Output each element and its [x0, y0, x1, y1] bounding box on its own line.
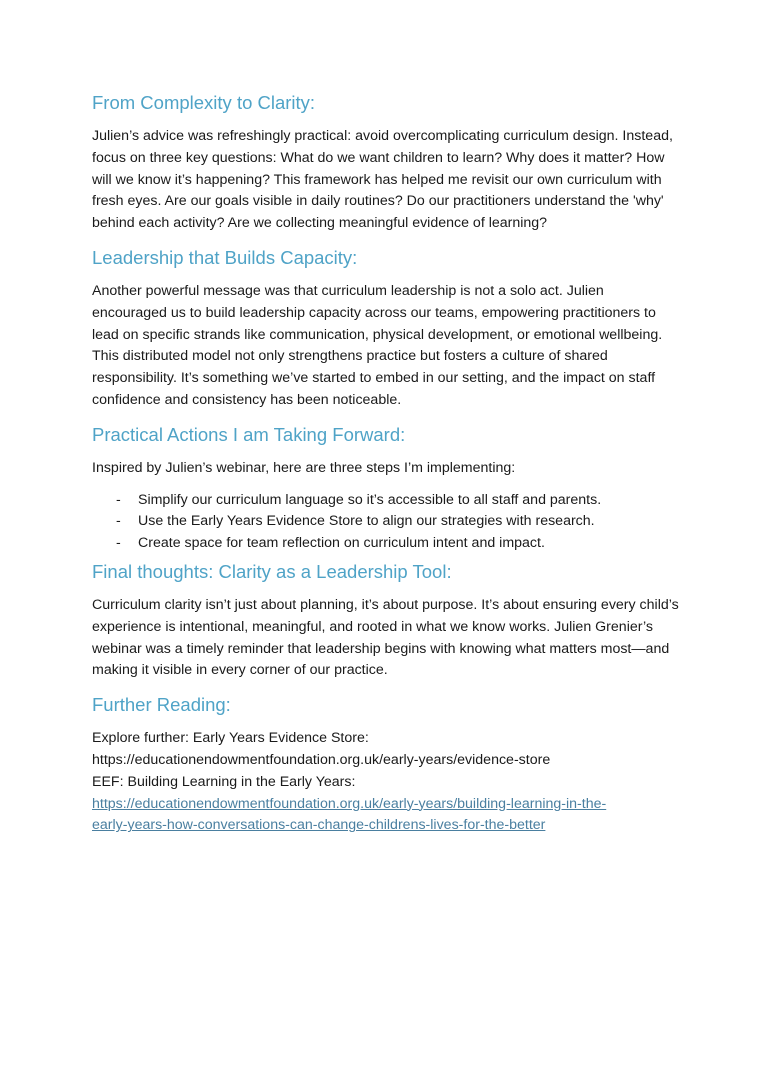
section-paragraph: Another powerful message was that curriculum leadership is not a solo act. Julien encouraged us to build leadership capacity across our teams, empowering practitioners to lead on specific strands like communication, physical development, or emotional wellbeing. This distributed model not only strengthens practice but fosters a culture of shared responsibility. It’s something we’ve started to embed in our setting, and the impact on staff confidence and consistency has been noticeable. [92, 282, 663, 408]
reading-line: EEF: Building Learning in the Early Years: [92, 773, 356, 790]
section-leadership-capacity [92, 245, 682, 412]
section-heading: From Complexity to Clarity: [92, 92, 316, 113]
section-final-thoughts [92, 559, 682, 682]
section-heading: Leadership that Builds Capacity: [92, 246, 358, 268]
link-text-part: early-years-how-conversations-can-change-childrens-lives-for-the-better [92, 817, 546, 834]
section-paragraph: Inspired by Julien’s webinar, here are three steps I’m implementing: [92, 459, 516, 476]
section-heading: Practical Actions I am Taking Forward: [92, 423, 406, 445]
link-text-part: https://educationendowmentfoundation.org.uk/early-years/building-learning-in-the- [92, 795, 607, 812]
list-item [92, 490, 682, 512]
list-item [92, 511, 682, 533]
further-reading-block [92, 728, 682, 837]
section-paragraph: Curriculum clarity isn’t just about planning, it’s about purpose. It’s about ensuring every child’s experience is intentional, meaningful, and rooted in what we know works. Julien Grenier’s webinar was a timely reminder that leadership begins with knowing what matters most—and making it visible in every corner of our practice. [92, 596, 679, 679]
building-learning-link[interactable] [92, 794, 682, 816]
document-page [92, 90, 682, 837]
evidence-store-url: https://educationendowmentfoundation.org.uk/early-years/evidence-store [92, 751, 551, 768]
list-item-text: Simplify our curriculum language so it’s accessible to all staff and parents. [138, 491, 602, 508]
list-marker: - [116, 535, 121, 552]
section-complexity-to-clarity [92, 90, 682, 235]
section-heading: Further Reading: [92, 694, 231, 716]
section-further-reading [92, 692, 682, 837]
section-paragraph: Julien’s advice was refreshingly practical: avoid overcomplicating curriculum design. Instead, focus on three key questions: What do we want children to learn? Why does it matter? How will we know it’s happening? This framework has helped me revisit our own curriculum with fresh eyes. Are our goals visible in daily routines? Do our practitioners understand the 'why' behind each activity? Are we collecting meaningful evidence of learning? [92, 128, 673, 232]
list-marker: - [116, 513, 121, 530]
building-learning-link-continued[interactable] [92, 815, 682, 837]
section-practical-actions [92, 422, 682, 555]
list-marker: - [116, 491, 121, 508]
reading-line: Explore further: Early Years Evidence Store: [92, 730, 369, 747]
action-list [92, 490, 682, 555]
list-item-text: Create space for team reflection on curriculum intent and impact. [138, 535, 545, 552]
section-heading: Final thoughts: Clarity as a Leadership Tool: [92, 560, 452, 582]
list-item-text: Use the Early Years Evidence Store to align our strategies with research. [138, 513, 595, 530]
list-item [92, 533, 682, 555]
